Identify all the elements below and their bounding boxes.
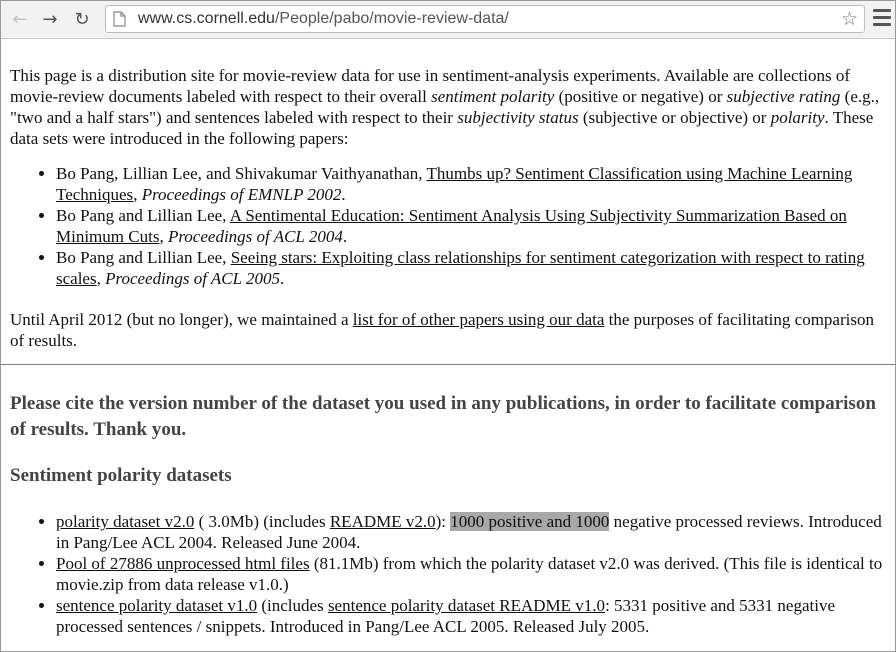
paper-title-link[interactable]: Seeing stars: Exploiting class relationships for sentiment categorization with respect to rating scales	[56, 248, 865, 288]
until-paragraph	[10, 309, 890, 351]
dataset-item	[56, 511, 890, 553]
intro-text: This page is a distribution site for movie-review data for use in sentiment-analysis experiments. Available are collections of movie-review documents labeled with respect to their overall	[10, 66, 850, 106]
paper-venue: Proceedings of ACL 2004	[167, 227, 343, 246]
paper-authors: Bo Pang, Lillian Lee, and Shivakumar Vaithyanathan,	[56, 164, 427, 183]
paper-venue: Proceedings of EMNLP 2002	[141, 185, 342, 204]
cite-notice: Please cite the version number of the dataset you used in any publications, in order to facilitate comparison of results. Thank you.	[10, 393, 876, 440]
dataset-text: (includes	[257, 596, 328, 615]
page-content	[10, 65, 890, 637]
section-title: Sentiment polarity datasets	[10, 465, 232, 486]
dataset-text: : 5331 positive and 5331 negative processed sentences / snippets. Introduced in Pang/Lee ACL 2005. Released July 2005.	[56, 596, 835, 636]
paper-item	[56, 205, 890, 247]
menu-icon[interactable]	[873, 9, 891, 29]
paper-end: .	[279, 269, 285, 288]
dataset-text: ):	[435, 512, 451, 531]
browser-toolbar	[1, 1, 895, 39]
paper-separator: ,	[159, 227, 168, 246]
sentence-dataset-link[interactable]: sentence polarity dataset v1.0	[56, 596, 258, 615]
highlighted-text: 1000 positive and 1000	[450, 512, 610, 531]
dataset-item	[56, 553, 890, 595]
reload-icon[interactable]: ↻	[74, 8, 90, 30]
divider	[1, 364, 896, 365]
paper-venue: Proceedings of ACL 2005	[105, 269, 280, 288]
intro-text: . These data sets were introduced in the following papers:	[10, 108, 874, 148]
polarity-dataset-link[interactable]: polarity dataset v2.0	[56, 512, 195, 531]
until-text: Until April 2012 (but no longer), we maintained a	[10, 310, 353, 329]
dataset-text: (81.1Mb) from which the polarity dataset v2.0 was derived. (This file is identical to movie.zip from data release v1.0.)	[56, 554, 883, 594]
paper-item	[56, 247, 890, 289]
intro-emphasis: subjectivity status	[457, 108, 579, 127]
intro-paragraph	[10, 65, 890, 149]
intro-emphasis: sentiment polarity	[431, 87, 555, 106]
dataset-text: ( 3.0Mb) (includes	[194, 512, 330, 531]
until-text: the purposes of facilitating comparison of results.	[10, 310, 874, 350]
dataset-list	[10, 511, 890, 637]
sentence-readme-link[interactable]: sentence polarity dataset README v1.0	[327, 596, 606, 615]
star-icon[interactable]: ☆	[840, 8, 858, 30]
paper-list	[10, 163, 890, 289]
dataset-text: negative processed reviews. Introduced in Pang/Lee ACL 2004. Released June 2004.	[56, 512, 882, 552]
url-host: www.cs.cornell.edu	[138, 10, 275, 27]
address-bar[interactable]	[105, 5, 865, 33]
paper-item	[56, 163, 890, 205]
paper-separator: ,	[133, 185, 142, 204]
paper-end: .	[342, 227, 348, 246]
paper-separator: ,	[96, 269, 106, 288]
readme-link[interactable]: README v2.0	[329, 512, 436, 531]
intro-emphasis: polarity	[770, 108, 825, 127]
intro-emphasis: subjective rating	[726, 87, 841, 106]
dataset-item	[56, 595, 890, 637]
intro-text: (positive or negative) or	[554, 87, 727, 106]
html-files-link[interactable]: Pool of 27886 unprocessed html files	[56, 554, 310, 573]
other-papers-link[interactable]: list for of other papers using our data	[352, 310, 605, 329]
page-icon	[113, 11, 126, 27]
forward-arrow-icon[interactable]: →	[42, 8, 58, 30]
back-arrow-icon[interactable]: ←	[12, 8, 28, 30]
intro-text: (subjective or objective) or	[578, 108, 771, 127]
url-path: /People/pabo/movie-review-data/	[274, 10, 509, 27]
paper-authors: Bo Pang and Lillian Lee,	[56, 206, 230, 225]
paper-title-link[interactable]: A Sentimental Education: Sentiment Analysis Using Subjectivity Summarization Based on Minimum Cuts	[56, 206, 847, 246]
paper-authors: Bo Pang and Lillian Lee,	[56, 248, 231, 267]
paper-title-link[interactable]: Thumbs up? Sentiment Classification using Machine Learning Techniques	[56, 164, 853, 204]
url-text[interactable]	[138, 10, 509, 28]
intro-text: (e.g., "two and a half stars") and sentences labeled with respect to their	[10, 87, 880, 127]
paper-end: .	[341, 185, 346, 204]
